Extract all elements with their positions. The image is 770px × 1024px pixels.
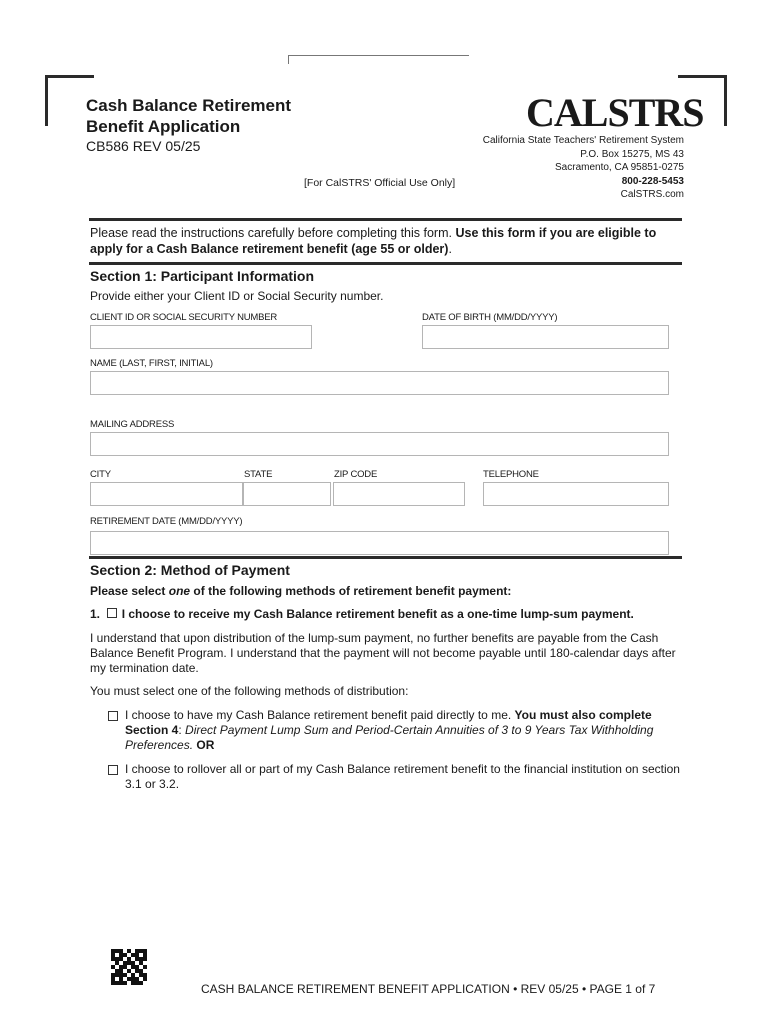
city-label: CITY: [90, 469, 111, 480]
section1-instruction: Provide either your Client ID or Social Security number.: [90, 289, 384, 303]
form-id: CB586 REV 05/25: [86, 138, 201, 154]
understand-paragraph: I understand that upon distribution of the lump-sum payment, no further benefits are payable from the Cash Balance Benefit Program. I understand that the payment will not become payable until 180-calendar days after my termination date.: [90, 631, 676, 675]
state-field[interactable]: [243, 482, 331, 506]
header-rule: [89, 218, 682, 221]
direct-option-italic: Direct Payment Lump Sum and Period-Certain Annuities of 3 to 9 Years Tax Withholding Preferences.: [125, 723, 654, 752]
distribution-option-direct: [108, 708, 686, 753]
mailing-address-field[interactable]: [90, 432, 669, 456]
must-select-text: You must select one of the following methods of distribution:: [90, 684, 409, 698]
section1-rule: [89, 262, 682, 265]
direct-option-colon: :: [178, 723, 186, 737]
dob-label: DATE OF BIRTH (MM/DD/YYYY): [422, 312, 558, 323]
zip-label: ZIP CODE: [334, 469, 378, 480]
form-title: [86, 95, 291, 137]
telephone-field[interactable]: [483, 482, 669, 506]
client-id-label: CLIENT ID OR SOCIAL SECURITY NUMBER: [90, 312, 278, 323]
option1-label: I choose to receive my Cash Balance retirement benefit as a one-time lump-sum payment.: [121, 607, 634, 621]
rollover-checkbox[interactable]: [108, 765, 118, 775]
select-em: one: [168, 584, 191, 598]
rollover-text: I choose to rollover all or part of my Cash Balance retirement benefit to the financial institution on section 3.1 or 3.2.: [125, 762, 680, 791]
website: CalSTRS.com: [620, 189, 684, 200]
zip-field[interactable]: [333, 482, 465, 506]
calstrs-address: [424, 134, 684, 202]
form-title-line1: Cash Balance Retirement: [86, 96, 292, 115]
calstrs-wordmark: CALSTRS: [526, 90, 704, 135]
state-label: STATE: [244, 469, 273, 480]
address-line2: Sacramento, CA 95851-0275: [555, 162, 684, 173]
option1-row: [90, 607, 634, 622]
intro-end: .: [448, 242, 452, 256]
client-id-field[interactable]: [90, 325, 312, 349]
corner-mark-top-center: [288, 55, 469, 64]
retirement-date-field[interactable]: [90, 531, 669, 555]
org-name: California State Teachers' Retirement System: [482, 135, 684, 146]
name-label: NAME (LAST, FIRST, INITIAL): [90, 358, 213, 369]
telephone-label: TELEPHONE: [483, 469, 539, 480]
mailing-address-label: MAILING ADDRESS: [90, 419, 175, 430]
phone-number: 800-228-5453: [621, 175, 684, 187]
section1-title: Section 1: Participant Information: [90, 268, 315, 284]
retirement-date-label: RETIREMENT DATE (MM/DD/YYYY): [90, 516, 243, 527]
intro-bold: Use this form if you are eligible to apply for a Cash Balance retirement benefit (age 55 or older): [90, 226, 657, 256]
address-line1: P.O. Box 15275, MS 43: [580, 148, 684, 160]
option1-number: 1.: [90, 607, 101, 621]
city-field[interactable]: [90, 482, 243, 506]
direct-option-plain: I choose to have my Cash Balance retirement benefit paid directly to me.: [125, 708, 515, 722]
option1-checkbox[interactable]: [107, 608, 117, 618]
dob-field[interactable]: [422, 325, 669, 349]
select-post: of the following methods of retirement benefit payment:: [190, 584, 512, 598]
distribution-option-rollover: [108, 762, 686, 792]
section2-rule: [89, 556, 682, 559]
calstrs-logo: [526, 89, 704, 136]
direct-option-or: OR: [193, 738, 215, 752]
intro-paragraph: [90, 225, 682, 257]
qr-code: [111, 949, 147, 985]
section2-title: Section 2: Method of Payment: [90, 562, 290, 578]
direct-payment-checkbox[interactable]: [108, 711, 118, 721]
form-title-line2: Benefit Application: [86, 117, 241, 136]
direct-option-bold: You must also complete Section 4: [125, 708, 652, 737]
official-use-label: [For CalSTRS' Official Use Only]: [304, 177, 456, 189]
name-field[interactable]: [90, 371, 669, 395]
intro-plain: Please read the instructions carefully before completing this form.: [90, 226, 456, 240]
page-footer: CASH BALANCE RETIREMENT BENEFIT APPLICATION • REV 05/25 • PAGE 1 of 7: [201, 982, 656, 996]
select-pre: Please select: [90, 584, 169, 598]
section2-instruction: [90, 584, 511, 599]
